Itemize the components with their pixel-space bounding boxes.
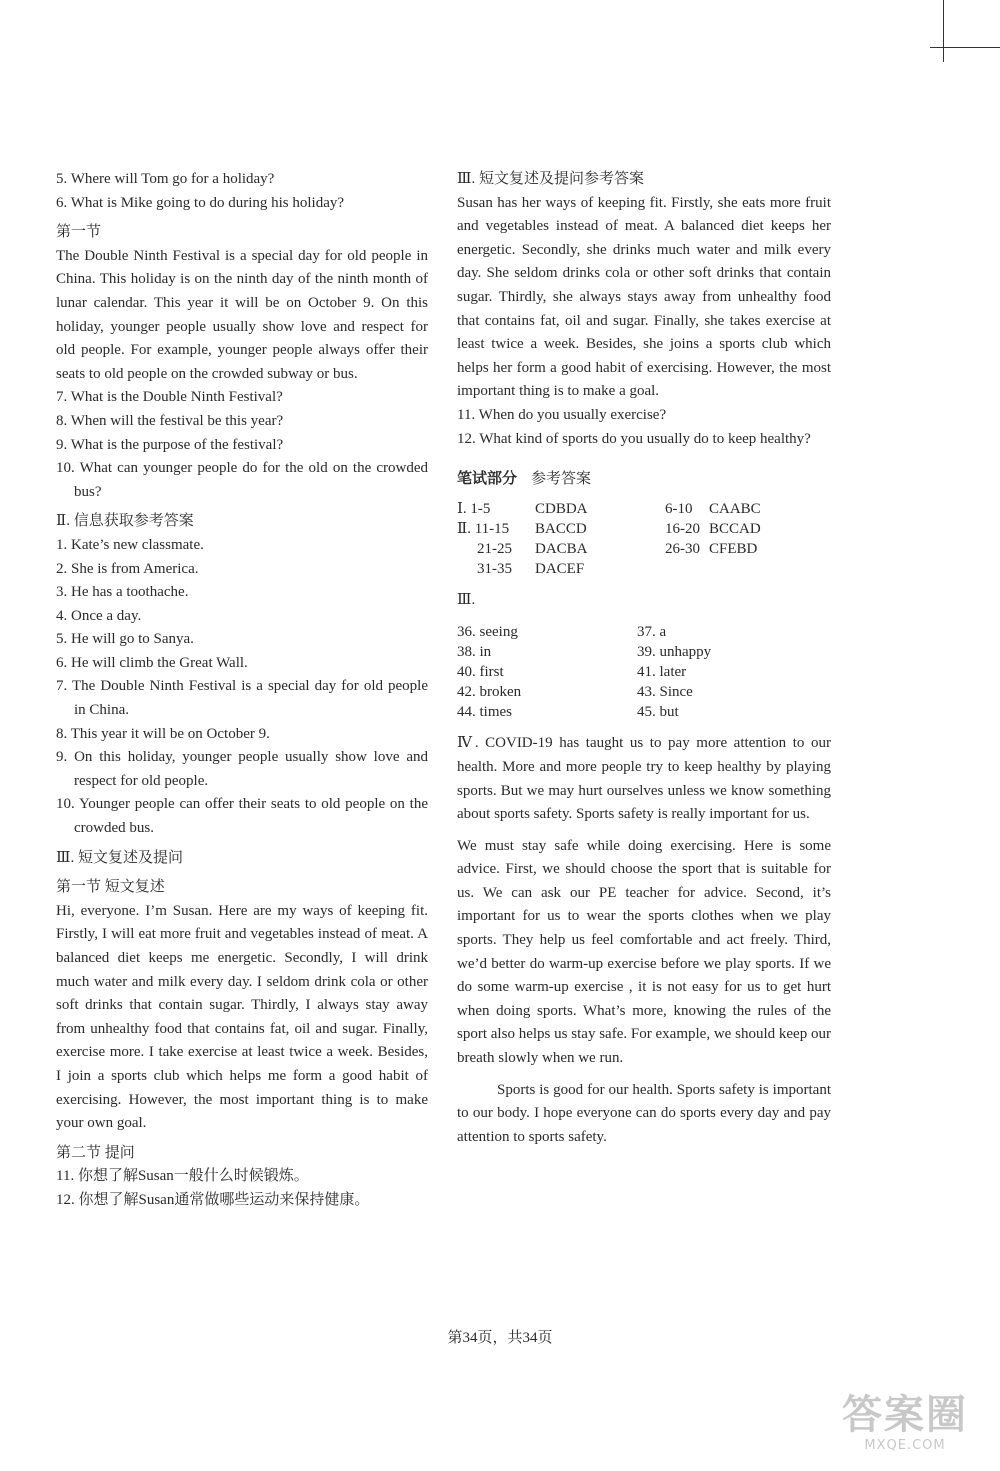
- question-10: 10. What can younger people do for the old on the crowded bus?: [56, 460, 428, 500]
- answer-item: 10. Younger people can offer their seats to old people on the crowded bus.: [56, 796, 428, 837]
- answer-question-11: 11. When do you usually exercise?: [457, 406, 667, 423]
- key-answers: CAABC: [709, 500, 761, 517]
- key-range: 21-25: [477, 540, 512, 557]
- key-range: 6-10: [665, 500, 693, 517]
- key-answers: DACEF: [535, 560, 585, 577]
- key-answers: CFEBD: [709, 540, 758, 557]
- key-answers: DACBA: [535, 540, 588, 557]
- fill-answer: 45. but: [637, 704, 679, 721]
- key-answers: BACCD: [535, 520, 587, 537]
- fill-answer: 36. seeing: [457, 624, 518, 641]
- retell-answer: Susan has her ways of keeping fit. Firstly, she eats more fruit and vegetables instead of meat. A balanced diet keeps her energetic. Secondly, she drinks much water and milk every day. She seldom drinks cola or other soft drinks that contain sugar. Thirdly, she always stays away from unhealthy food that contains fat, oil and sugar. Finally, she takes exercise at least twice a week. Besides, she joins a sports club which helps her form a good habit of exercising. However, the most important thing is to make a goal.: [457, 194, 831, 400]
- answer-item: 7. The Double Ninth Festival is a special day for old people in China.: [56, 678, 428, 719]
- answer-item: 5. He will go to Sanya.: [56, 631, 194, 648]
- part2-heading: Ⅱ. 信息获取参考答案: [56, 513, 194, 530]
- written-subtitle: 参考答案: [531, 469, 592, 488]
- watermark-url: MXQE.COM: [864, 1438, 946, 1453]
- fill-answer: 41. later: [637, 664, 687, 681]
- essay-paragraph-1: Ⅳ. COVID-19 has taught us to pay more attention to our health. More and more people try to keep healthy by playing sports. But we may hurt ourselves unless we know something about sports safety. Sports safety is really important for us.: [457, 735, 831, 823]
- answer-question-12: 12. What kind of sports do you usually do to keep healthy?: [457, 430, 811, 447]
- question-7: 7. What is the Double Ninth Festival?: [56, 389, 283, 406]
- fill-answer: 43. Since: [637, 684, 693, 701]
- answer-item: 2. She is from America.: [56, 560, 199, 577]
- fill-answers-grid: [457, 622, 831, 722]
- prompt-12: 12. 你想了解Susan通常做哪些运动来保持健康。: [56, 1191, 370, 1208]
- question-5: 5. Where will Tom go for a holiday?: [56, 171, 275, 187]
- part3-label: Ⅲ.: [457, 591, 476, 608]
- section1-heading: 第一节: [56, 224, 102, 241]
- answer-item: 9. On this holiday, younger people usually show love and respect for old people.: [56, 749, 428, 789]
- key-range: Ⅰ. 1-5: [457, 500, 491, 517]
- right-column: [457, 168, 831, 1149]
- key-answers: [709, 559, 829, 579]
- question-8: 8. When will the festival be this year?: [56, 412, 284, 429]
- key-range: 16-20: [665, 520, 700, 537]
- crop-mark-vertical: [943, 0, 944, 62]
- watermark-logo: 答案圈: [842, 1392, 968, 1438]
- question-9: 9. What is the purpose of the festival?: [56, 436, 284, 453]
- written-section-title: [457, 467, 831, 491]
- essay-paragraph-2: We must stay safe while doing exercising. Here is some advice. First, we should choose the sport that is suitable for us. We can ask our PE teacher for advice. Second, it’s important for us to wear the sports clothes when we play sports. They help us feel comfortable and act freely. Third, we’d better do warm-up exercise before we play sports. If we do some warm-up exercise , it is not easy for us to get hurt when doing sports. What’s more, knowing the rules of the sport also helps us stay safe. For example, we should keep our breath slowly when we run.: [457, 837, 831, 1067]
- fill-answer: 44. times: [457, 704, 512, 721]
- page-number: 第34页，共34页: [447, 1330, 553, 1346]
- prompt-11: 11. 你想了解Susan一般什么时候锻炼。: [56, 1168, 309, 1185]
- key-range: Ⅱ. 11-15: [457, 520, 510, 537]
- part3-section1-heading: 第一节 短文复述: [56, 879, 165, 896]
- watermark: [820, 1392, 990, 1462]
- fill-answer: 39. unhappy: [637, 644, 712, 661]
- crop-mark-horizontal: [930, 47, 1000, 48]
- part3-answer-heading: Ⅲ. 短文复述及提问参考答案: [457, 171, 644, 187]
- retell-passage: Hi, everyone. I’m Susan. Here are my ways of keeping fit. Firstly, I will eat more fruit and vegetables instead of meat. A balanced diet keeps me energetic. Secondly, I will drink much water and milk every day. I seldom drink cola or other soft drinks that contain sugar. Thirdly, I always stay away from unhealthy food that contains fat, oil and sugar. Finally, exercise more. I take exercise at least twice a week. Besides, I join a sports club which helps me form a good habit of exercising. However, the most important thing is to make your own goal.: [56, 902, 428, 1132]
- part3-section2-heading: 第二节 提问: [56, 1144, 135, 1161]
- key-range: 31-35: [477, 560, 512, 577]
- key-answers: BCCAD: [709, 520, 761, 537]
- key-answers: CDBDA: [535, 500, 588, 517]
- answer-item: 4. Once a day.: [56, 607, 142, 624]
- fill-answer: 37. a: [637, 624, 667, 641]
- key-range: [665, 559, 709, 579]
- written-title: 笔试部分: [457, 469, 518, 488]
- answer-item: 3. He has a toothache.: [56, 584, 189, 601]
- fill-answer: 40. first: [457, 664, 504, 681]
- key-range: 26-30: [665, 540, 700, 557]
- fill-answer: 42. broken: [457, 684, 522, 701]
- answer-item: 6. He will climb the Great Wall.: [56, 654, 248, 671]
- answer-key-grid: [457, 499, 831, 579]
- answer-item: 1. Kate’s new classmate.: [56, 536, 204, 553]
- answer-item: 8. This year it will be on October 9.: [56, 725, 270, 742]
- essay-paragraph-3: Sports is good for our health. Sports safety is important to our body. I hope everyone can do sports every day and pay attention to sports safety.: [457, 1081, 831, 1145]
- festival-passage: The Double Ninth Festival is a special day for old people in China. This holiday is on the ninth day of the ninth month of lunar calendar. This year it will be on October 9. On this holiday, younger people usually show love and respect for old people. For example, younger people always offer their seats to old people on the crowded subway or bus.: [56, 247, 428, 382]
- fill-answer: 38. in: [457, 644, 492, 661]
- part3-heading: Ⅲ. 短文复述及提问: [56, 849, 183, 866]
- left-column: [56, 168, 428, 1213]
- question-6: 6. What is Mike going to do during his holiday?: [56, 194, 345, 211]
